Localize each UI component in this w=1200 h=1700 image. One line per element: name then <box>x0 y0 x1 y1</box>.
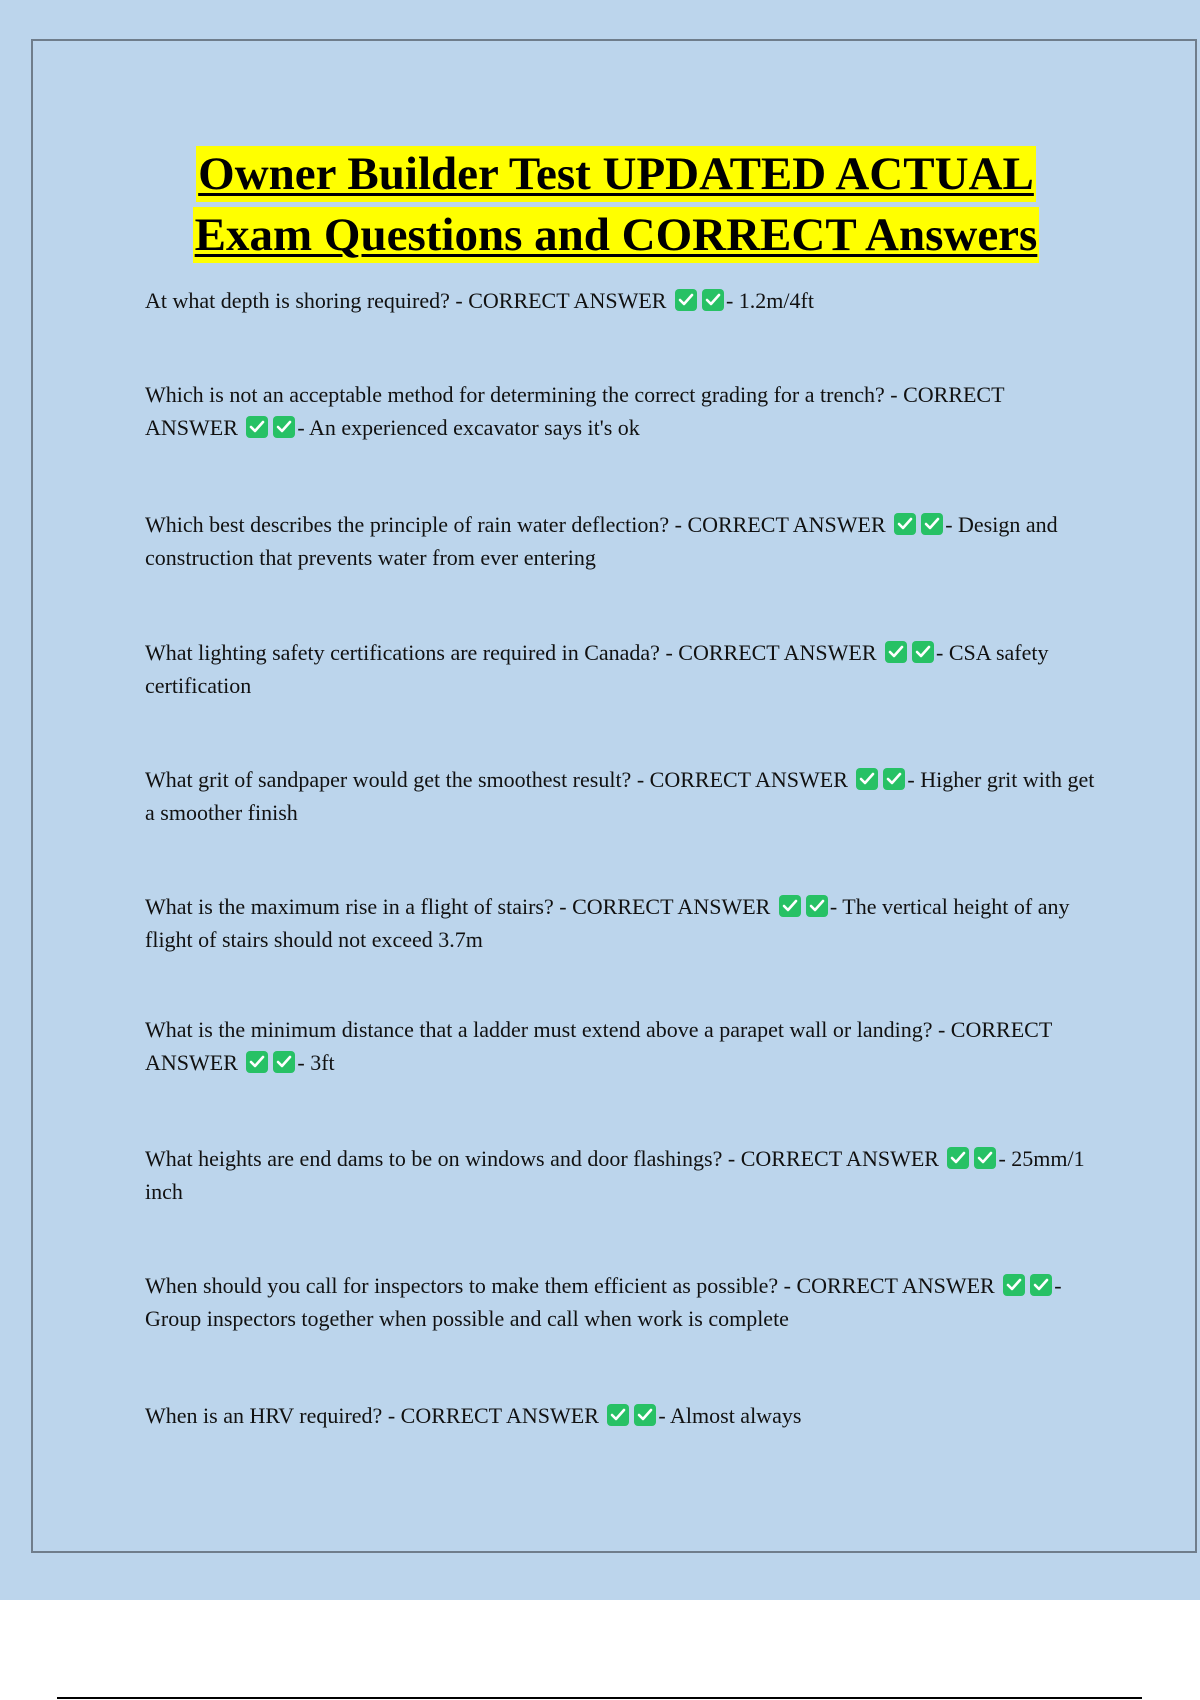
question-text: What lighting safety certifications are required in Canada? - <box>145 640 679 665</box>
check-icon <box>912 641 934 663</box>
qa-item <box>145 378 1095 444</box>
check-icon <box>806 895 828 917</box>
footer-rule <box>57 1697 1142 1699</box>
check-icon <box>273 416 295 438</box>
question-text: Which best describes the principle of rain water deflection? - <box>145 512 688 537</box>
check-icon <box>885 641 907 663</box>
answer-marker: CORRECT ANSWER <box>649 767 848 792</box>
title-line-2: Exam Questions and CORRECT Answers <box>194 209 1038 261</box>
qa-item <box>145 284 1095 317</box>
qa-item <box>145 763 1095 829</box>
question-text: What is the minimum distance that a ladder must extend above a parapet wall or landing? - <box>145 1017 951 1042</box>
question-text: What is the maximum rise in a flight of stairs? - <box>145 894 573 919</box>
answer-text: - Higher grit with get a smoother finish <box>145 767 1095 825</box>
answer-marker: CORRECT ANSWER <box>687 512 886 537</box>
answer-text: - The vertical height of any flight of stairs should not exceed 3.7m <box>145 894 1070 952</box>
question-text: When should you call for inspectors to make them efficient as possible? - <box>145 1273 797 1298</box>
check-icon <box>883 768 905 790</box>
answer-text: - CSA safety certification <box>145 640 1049 698</box>
question-text: What heights are end dams to be on windows and door flashings? - <box>145 1146 741 1171</box>
qa-item <box>145 636 1095 702</box>
document-title <box>0 146 1200 268</box>
answer-marker: CORRECT ANSWER <box>796 1273 995 1298</box>
qa-item <box>145 1269 1095 1335</box>
check-icon <box>246 1051 268 1073</box>
answer-text: - An experienced excavator says it's ok <box>297 415 640 440</box>
check-icon <box>974 1147 996 1169</box>
check-icon <box>675 289 697 311</box>
answer-marker: CORRECT ANSWER <box>145 382 1005 440</box>
question-text: Which is not an acceptable method for determining the correct grading for a trench? - <box>145 382 904 407</box>
qa-item <box>145 890 1095 956</box>
answer-marker: CORRECT ANSWER <box>468 288 667 313</box>
check-icon <box>1030 1274 1052 1296</box>
qa-item <box>145 1399 1095 1432</box>
answer-text: - 1.2m/4ft <box>725 288 814 313</box>
answer-marker: CORRECT ANSWER <box>678 640 877 665</box>
answer-text: - Almost always <box>658 1403 802 1428</box>
answer-marker: CORRECT ANSWER <box>740 1146 939 1171</box>
title-line-1: Owner Builder Test UPDATED ACTUAL <box>198 148 1034 200</box>
answer-marker: CORRECT ANSWER <box>145 1017 1052 1075</box>
answer-text: - Design and construction that prevents water from ever entering <box>145 512 1058 570</box>
check-icon <box>246 416 268 438</box>
check-icon <box>273 1051 295 1073</box>
check-icon <box>856 768 878 790</box>
question-text: What grit of sandpaper would get the smoothest result? - <box>145 767 650 792</box>
qa-item <box>145 1013 1095 1079</box>
check-icon <box>947 1147 969 1169</box>
check-icon <box>1003 1274 1025 1296</box>
qa-item <box>145 508 1095 574</box>
answer-text: - 25mm/1 inch <box>145 1146 1085 1204</box>
answer-text: - 3ft <box>297 1050 335 1075</box>
answer-marker: CORRECT ANSWER <box>400 1403 599 1428</box>
check-icon <box>634 1404 656 1426</box>
check-icon <box>894 513 916 535</box>
answer-marker: CORRECT ANSWER <box>572 894 771 919</box>
answer-text: - Group inspectors together when possible and call when work is complete <box>145 1273 1062 1331</box>
check-icon <box>921 513 943 535</box>
check-icon <box>702 289 724 311</box>
question-text: When is an HRV required? - <box>145 1403 401 1428</box>
check-icon <box>607 1404 629 1426</box>
check-icon <box>779 895 801 917</box>
qa-item <box>145 1142 1095 1208</box>
question-text: At what depth is shoring required? - <box>145 288 469 313</box>
